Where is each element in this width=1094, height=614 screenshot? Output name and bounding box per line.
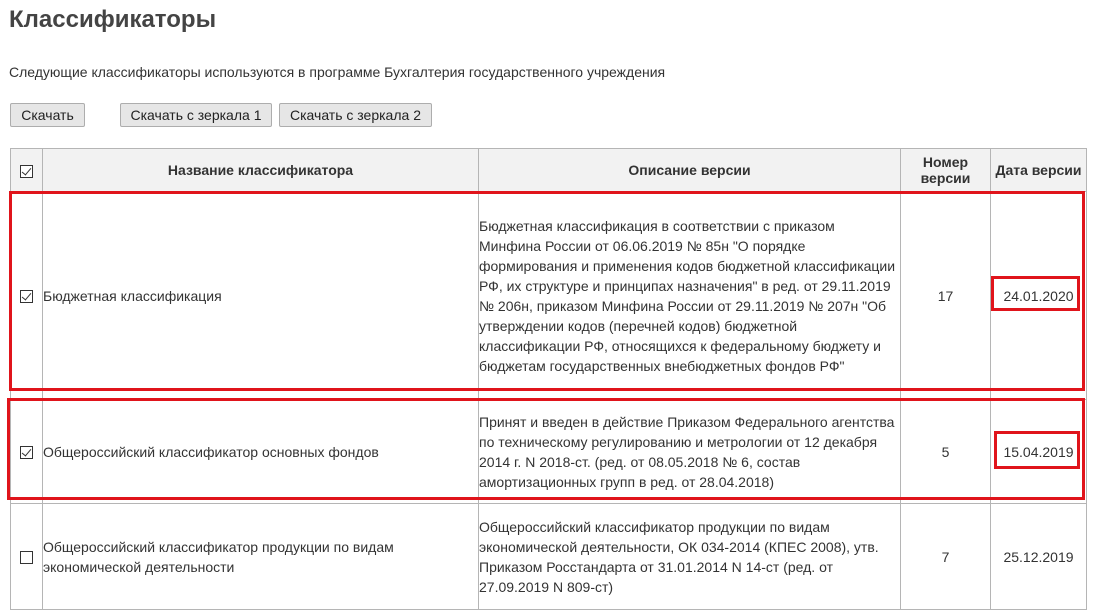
- row-checkbox-cell: [11, 504, 43, 610]
- download-button[interactable]: Скачать: [10, 103, 85, 127]
- classifier-name: Общероссийский классификатор основных фондов: [43, 400, 479, 504]
- column-header-name: Название классификатора: [43, 149, 479, 192]
- table-header-row: [11, 149, 1087, 192]
- classifier-name: Бюджетная классификация: [43, 192, 479, 400]
- table-row: [11, 400, 1087, 504]
- version-description: Принят и введен в действие Приказом Федерального агентства по техническому регулированию и метрологии от 12 декабря 2014 г. N 2018-ст. (ред. от 08.05.2018 № 6, состав амортизационных групп в ред. от 28.04.2018): [479, 400, 901, 504]
- row-checkbox[interactable]: [20, 446, 33, 459]
- table-row: [11, 504, 1087, 610]
- column-header-version-line1: Номер: [922, 154, 969, 170]
- version-number: 7: [901, 504, 991, 610]
- version-description: Бюджетная классификация в соответствии с приказом Минфина России от 06.06.2019 № 85н "О порядке формирования и применения кодов бюджетной классификации РФ, их структуре и принципах назначения" в ред. от 29.11.2019 № 206н, приказом Минфина России от 29.11.2019 № 207н "Об утверждении кодов (перечней кодов) бюджетной классификации РФ, относящихся к федеральному бюджету и бюджетам государственных внебюджетных фондов РФ": [479, 192, 901, 400]
- header-select-all-cell: [11, 149, 43, 192]
- table-row: [11, 192, 1087, 400]
- version-date: 24.01.2020: [991, 192, 1087, 400]
- row-checkbox-cell: [11, 192, 43, 400]
- version-description: Общероссийский классификатор продукции по видам экономической деятельности, ОК 034-2014 (КПЕС 2008), утв. Приказом Росстандарта от 31.01.2014 N 14-ст (ред. от 27.09.2019 N 809-ст): [479, 504, 901, 610]
- column-header-description: Описание версии: [479, 149, 901, 192]
- page-intro-text: Следующие классификаторы используются в программе Бухгалтерия государственного учреждения: [9, 64, 666, 80]
- row-checkbox[interactable]: [20, 290, 33, 303]
- classifiers-table: [10, 148, 1087, 610]
- version-date: 25.12.2019: [991, 504, 1087, 610]
- row-checkbox[interactable]: [20, 551, 33, 564]
- select-all-checkbox[interactable]: [20, 165, 33, 178]
- column-header-version: [901, 149, 991, 192]
- download-mirror-1-button[interactable]: Скачать с зеркала 1: [120, 103, 272, 127]
- version-number: 17: [901, 192, 991, 400]
- column-header-version-line2: версии: [920, 170, 971, 186]
- classifier-name: Общероссийский классификатор продукции по видам экономической деятельности: [43, 504, 479, 610]
- download-mirror-2-button[interactable]: Скачать с зеркала 2: [279, 103, 432, 127]
- version-date: 15.04.2019: [991, 400, 1087, 504]
- page-title: Классификаторы: [9, 6, 217, 33]
- row-checkbox-cell: [11, 400, 43, 504]
- column-header-date: Дата версии: [991, 149, 1087, 192]
- version-number: 5: [901, 400, 991, 504]
